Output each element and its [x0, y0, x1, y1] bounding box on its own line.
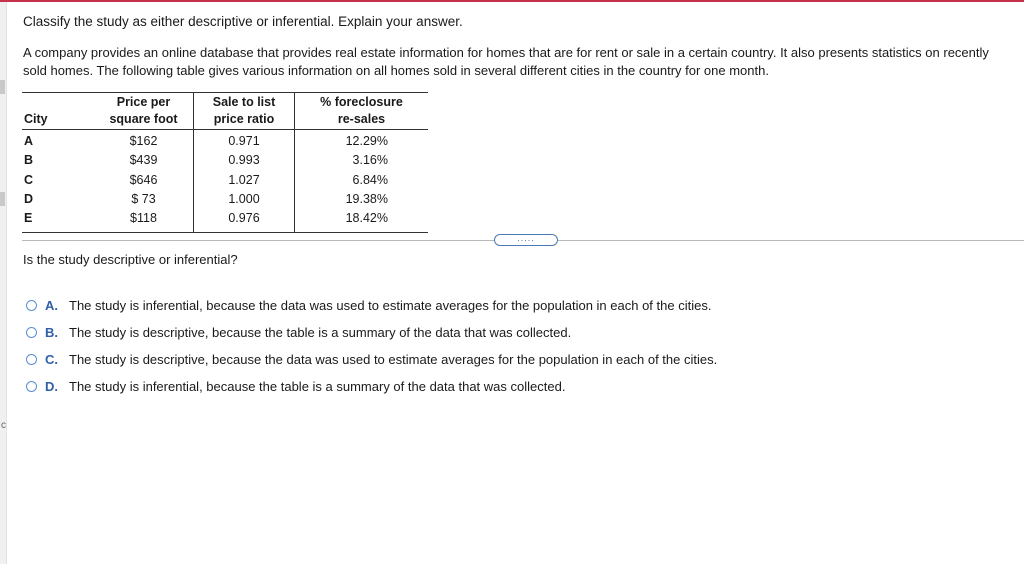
- left-sidebar-rail: [0, 2, 7, 564]
- top-accent-bar: [0, 0, 1024, 2]
- cell-ratio: 1.027: [194, 171, 295, 190]
- cell-city: B: [24, 153, 34, 168]
- cell-price: $118: [130, 211, 157, 226]
- header-sale-to-list: Sale to list price ratio: [194, 93, 295, 130]
- answer-options: [26, 292, 717, 400]
- table-row: [22, 171, 428, 190]
- table-header-row: [22, 93, 428, 130]
- option-letter: C.: [45, 352, 58, 367]
- cell-city: E: [24, 211, 33, 226]
- cell-ratio: 1.000: [194, 190, 295, 209]
- radio-button-icon[interactable]: [26, 300, 37, 311]
- cell-price: $ 73: [131, 191, 156, 206]
- option-text: The study is inferential, because the table is a summary of the data that was collected.: [69, 379, 566, 394]
- table-row: [22, 130, 428, 152]
- radio-button-icon[interactable]: [26, 327, 37, 338]
- option-letter: D.: [45, 379, 58, 394]
- rail-marker: [0, 192, 5, 206]
- option-a[interactable]: [26, 292, 717, 319]
- cell-ratio: 0.993: [194, 151, 295, 170]
- radio-button-icon[interactable]: [26, 354, 37, 365]
- question-prompt: Classify the study as either descriptive or inferential. Explain your answer.: [23, 14, 463, 29]
- cell-foreclosure: 19.38%: [295, 190, 429, 209]
- option-c[interactable]: [26, 346, 717, 373]
- radio-button-icon[interactable]: [26, 381, 37, 392]
- table-row: [22, 209, 428, 233]
- cell-foreclosure: 3.16%: [295, 151, 429, 170]
- cell-ratio: 0.971: [194, 130, 295, 152]
- option-text: The study is descriptive, because the table is a summary of the data that was collected.: [69, 325, 572, 340]
- cell-foreclosure: 18.42%: [295, 209, 429, 233]
- option-d[interactable]: [26, 373, 717, 400]
- cell-price: $439: [129, 153, 158, 168]
- table-row: [22, 151, 428, 170]
- cell-price: $646: [129, 172, 158, 187]
- option-text: The study is inferential, because the data was used to estimate averages for the population in each of the cities.: [69, 298, 712, 313]
- question-text: Is the study descriptive or inferential?: [23, 252, 238, 267]
- cell-city: C: [24, 172, 34, 187]
- cell-foreclosure: 12.29%: [295, 130, 429, 152]
- expand-more-button[interactable]: .....: [494, 234, 558, 246]
- cell-price: $162: [129, 134, 158, 148]
- cell-city: A: [24, 134, 34, 148]
- header-foreclosure: % foreclosure re-sales: [295, 93, 429, 130]
- question-intro: A company provides an online database that provides real estate information for homes that are for rent or sale in a certain country. It also presents statistics on recently sold homes. The following table gives various information on all homes sold in several different cities in the country for one month.: [23, 45, 989, 78]
- data-table: [22, 92, 428, 233]
- cell-ratio: 0.976: [194, 209, 295, 233]
- option-text: The study is descriptive, because the data was used to estimate averages for the population in each of the cities.: [69, 352, 718, 367]
- header-city: City: [24, 112, 48, 126]
- sidebar-glyph: c: [1, 420, 6, 431]
- option-letter: A.: [45, 298, 58, 313]
- cell-foreclosure: 6.84%: [295, 171, 429, 190]
- header-price-per-sqft: Price per square foot: [109, 95, 178, 126]
- cell-city: D: [24, 191, 34, 206]
- option-b[interactable]: [26, 319, 717, 346]
- table-row: [22, 190, 428, 209]
- option-letter: B.: [45, 325, 58, 340]
- rail-marker: [0, 80, 5, 94]
